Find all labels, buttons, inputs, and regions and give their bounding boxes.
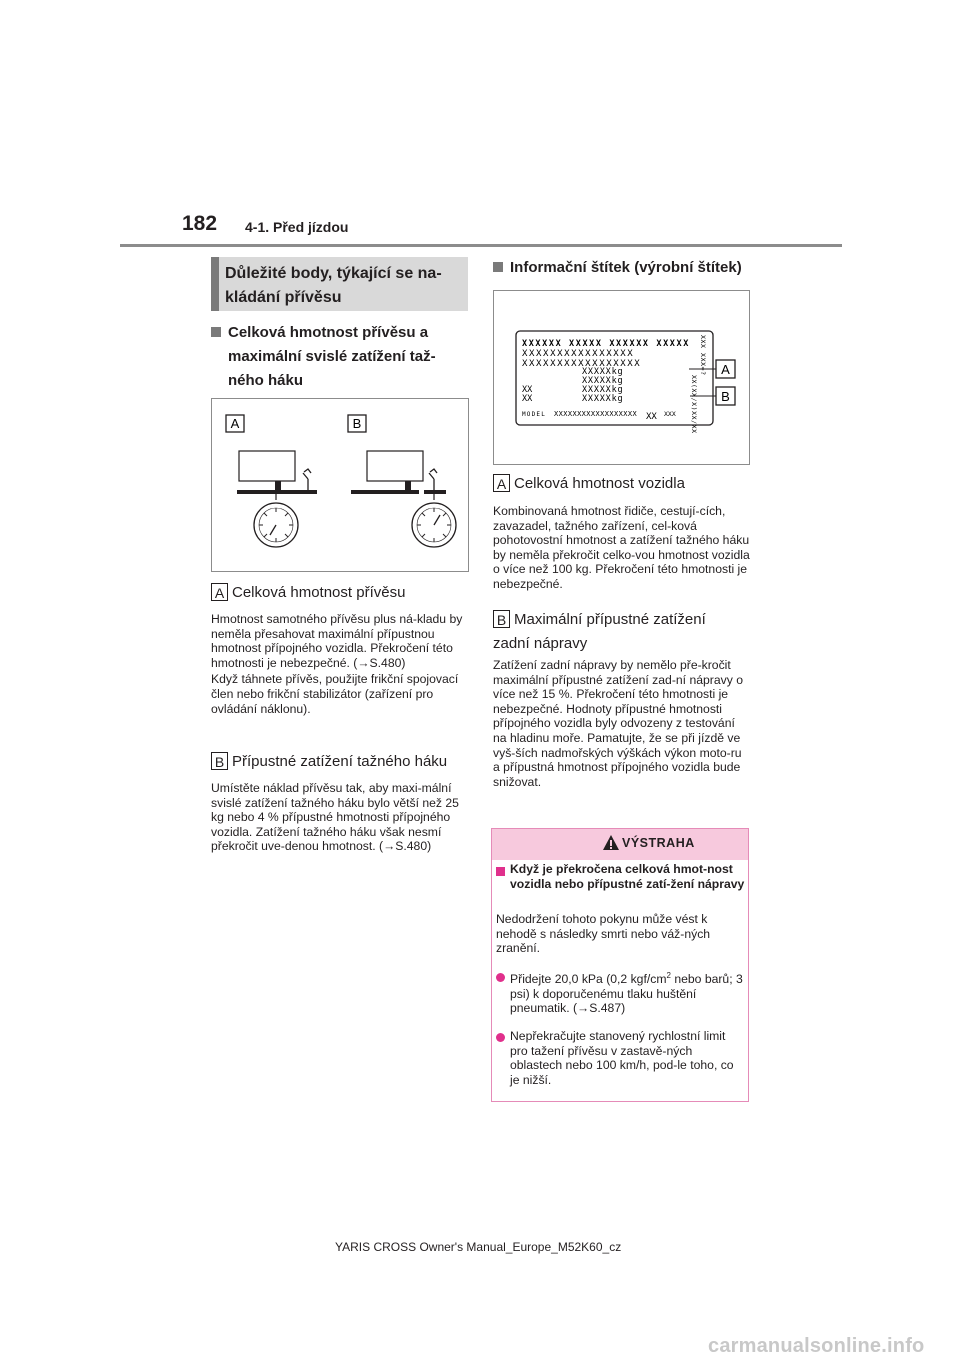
header-rule xyxy=(120,244,842,247)
callout-a: A xyxy=(721,362,730,377)
figure-label-a: A xyxy=(230,416,240,431)
footer-manual-name: YARIS CROSS Owner's Manual_Europe_M52K60_cz xyxy=(335,1240,622,1254)
warning-triangle-icon xyxy=(602,834,620,851)
subheading-info-plate: Informační štítek (výrobní štítek) xyxy=(493,256,753,279)
plate-model-value: XXXXXXXXXXXXXXXXXX xyxy=(554,410,638,418)
watermark[interactable]: carmanualsonline.info xyxy=(708,1335,925,1357)
item-a-vehicle-weight xyxy=(493,474,753,494)
callout-b: B xyxy=(721,389,730,404)
item-a-title: Celková hmotnost vozidla xyxy=(514,475,685,492)
trailer-weight-figure xyxy=(211,398,469,572)
plate-weight-2: XXXXXkg xyxy=(582,376,624,386)
warning-bullet-speed-limit: Nepřekračujte stanovený rychlostní limit pro tažení přívěsu v zastavě-ných oblastech nebo 100 km/h, pod-le toho, co je nižší. xyxy=(510,1029,734,1087)
item-b-paragraph: Zatížení zadní nápravy by nemělo pře-kročit maximální přípustné zatížení zad-ní nápravy o více než 15 %. Překročení této hmotnosti je nebezpečné. Hodnoty přípustné hmotnosti přípojného vozidla byly odvozeny z testování na hladinu moře. Pamatujte, že se při jízdě ve vyš-ších nadmořských výškách výkon moto-ru a přípustná hmotnost přípojného vozidla bude snižovat. xyxy=(493,658,743,789)
info-plate-illustration xyxy=(494,291,749,464)
plate-weight-4: XXXXXkg xyxy=(582,394,624,404)
plate-weight-3: XXXXXkg xyxy=(582,385,624,395)
superscript: 2 xyxy=(666,971,671,980)
section-heading-box xyxy=(211,257,468,311)
plate-xx-1: XX xyxy=(522,385,533,395)
item-a-paragraph: Když táhnete přívěs, použijte frikční spojovací člen nebo frikční stabilizátor (zařízení pro ovládání náklonu). xyxy=(211,672,459,716)
warning-box xyxy=(491,828,749,1102)
item-b-title: Maximální přípustné zatížení zadní nápravy xyxy=(493,611,706,652)
round-bullet-icon xyxy=(496,973,505,982)
warning-title: VÝSTRAHA xyxy=(622,836,695,850)
plate-model-tail: XXX xyxy=(664,410,676,418)
bullet-text: Přidejte 20,0 kPa (0,2 kgf/cm xyxy=(510,972,667,987)
trailer-scales-illustration xyxy=(212,399,468,571)
warning-bullet-tire-pressure xyxy=(510,969,746,1016)
plate-side-a: XXX XXX=? xyxy=(699,335,707,376)
item-a-body xyxy=(493,504,751,594)
trailer-b-tongue-on-scale xyxy=(351,451,456,547)
warning-header xyxy=(492,829,748,860)
item-b-tongue-load xyxy=(211,752,471,772)
heading-accent-bar xyxy=(211,257,219,311)
page-number: 182 xyxy=(182,212,218,235)
item-b-axle-load xyxy=(493,608,733,656)
warning-heading: Když je překročena celková hmot-nost vozidla nebo přípustné zatí-žení nápravy xyxy=(510,862,745,891)
item-b-paragraph: Umístěte náklad přívěsu tak, aby maxi-mální svislé zatížení tažného háku bylo větší než 25 kg nebo 4 % přípustné hmotnosti přípojného vozidla. Zatížení tažného háku však nesmí překročit uve-denou hmotnost. (→S.480) xyxy=(211,781,459,854)
info-plate-figure xyxy=(493,290,750,465)
item-a-paragraph: Hmotnost samotného přívěsu plus ná-kladu by neměla přesahovat maximální přípustnou hmotnost přípojného vozidla. Překročení této hmotnosti je nebezpečné. (→S.480) xyxy=(211,612,463,670)
plate-row-1: XXXXXX XXXXX XXXXXX XXXXX xyxy=(522,339,690,349)
square-bullet-icon xyxy=(496,867,505,876)
label-b-box: B xyxy=(211,752,228,770)
plate-side-b: XX(XX/X)XX/XX xyxy=(690,375,698,434)
subheading-trailer-weight: Celková hmotnost přívěsu a maximální svislé zatížení taž-ného háku xyxy=(211,321,469,393)
item-a-body xyxy=(211,612,467,718)
round-bullet-icon xyxy=(496,1033,505,1042)
plate-row-3: XXXXXXXXXXXXXXXXX xyxy=(522,359,642,369)
item-a-paragraph: Kombinovaná hmotnost řidiče, cestují-cích, zavazadel, tažného zařízení, cel-ková pohotovostní hmotnost a zatížení tažného háku by neměla překročit celko-vou hmotnost vozidla o více než 100 kg. Překročení této hmotnosti je nebezpečné. xyxy=(493,504,750,591)
label-a-box: A xyxy=(211,583,228,601)
label-a-box: A xyxy=(493,474,510,492)
section-title: 4-1. Před jízdou xyxy=(245,219,349,235)
item-b-body xyxy=(211,781,467,856)
trailer-a-on-scale xyxy=(237,451,317,547)
warning-intro: Nedodržení tohoto pokynu může vést k nehodě s následky smrti nebo váž-ných zranění. xyxy=(496,912,711,956)
label-b-box: B xyxy=(493,610,510,628)
figure-label-b: B xyxy=(352,416,362,431)
plate-xx-2: XX xyxy=(522,394,533,404)
item-b-title: Přípustné zatížení tažného háku xyxy=(232,753,448,770)
item-b-body xyxy=(493,658,751,791)
plate-model-xx: XX xyxy=(646,412,657,422)
item-a-title: Celková hmotnost přívěsu xyxy=(232,584,406,601)
square-bullet-icon xyxy=(493,262,503,272)
section-heading: Důležité body, týkající se na-kládání přívěsu xyxy=(225,265,442,306)
plate-weight-1: XXXXXkg xyxy=(582,367,624,377)
bullet-text: nebo barů; 3 psi) k doporučenému tlaku huštění pneumatik. (→S.487) xyxy=(510,972,743,1016)
square-bullet-icon xyxy=(211,327,221,337)
plate-model-label: MODEL xyxy=(522,411,547,418)
item-a-trailer-weight xyxy=(211,583,471,603)
plate-row-2: XXXXXXXXXXXXXXXX xyxy=(522,349,635,359)
